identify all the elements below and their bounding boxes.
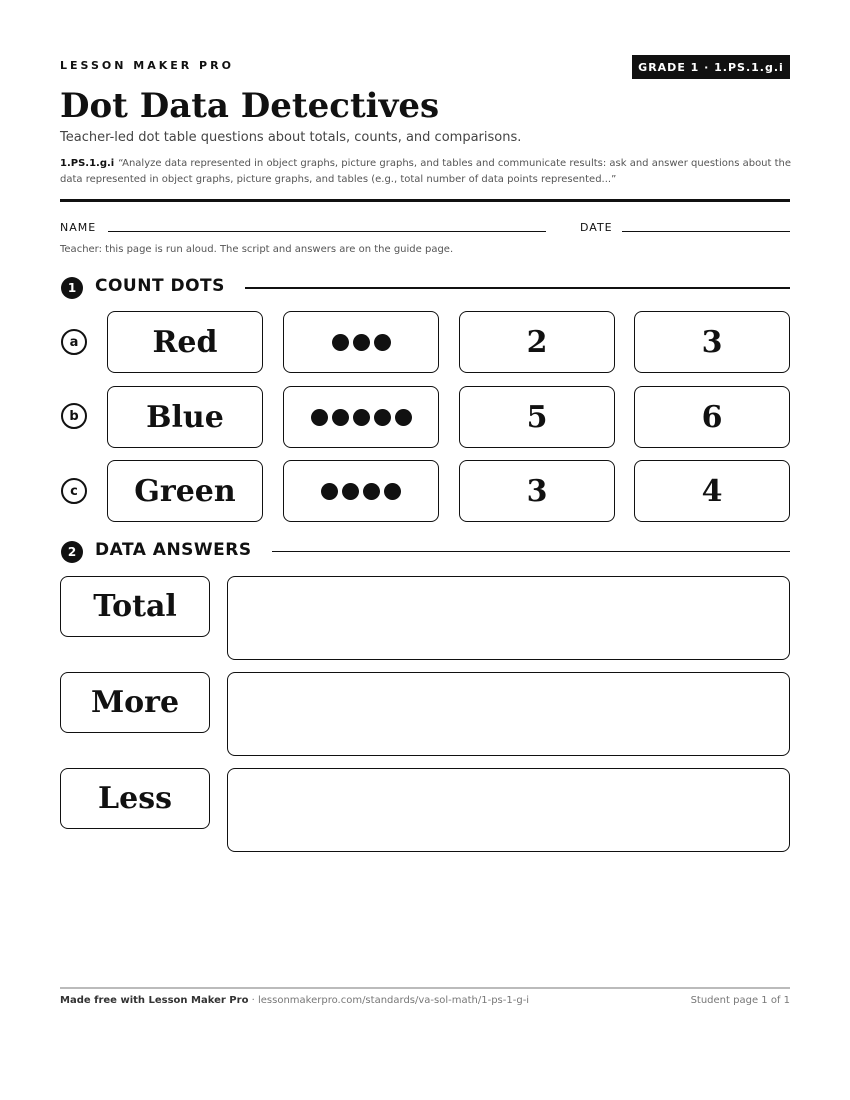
section-2-title: DATA ANSWERS (95, 540, 252, 560)
standard-description (60, 156, 792, 188)
standard-code: 1.PS.1.g.i (60, 158, 115, 169)
row-a-choice-b[interactable] (634, 311, 790, 373)
row-b-choice-b[interactable] (634, 386, 790, 448)
row-c-choice-a-number: 3 (526, 473, 548, 509)
section-2-number: 2 (61, 541, 83, 563)
answer-label-less-text: Less (98, 781, 172, 816)
row-a-color-word: Red (152, 324, 218, 360)
answer-label-more (60, 672, 210, 733)
row-b-letter: b (61, 403, 87, 429)
row-b-color-cell (107, 386, 263, 448)
dot-icon (332, 334, 349, 351)
row-b-dots (311, 409, 412, 426)
footer-page-number: Student page 1 of 1 (690, 995, 790, 1006)
answer-label-total-text: Total (93, 589, 177, 624)
dot-icon (353, 334, 370, 351)
row-c-dots (321, 483, 401, 500)
row-a-choice-a[interactable] (459, 311, 615, 373)
dot-icon (363, 483, 380, 500)
dot-icon (353, 409, 370, 426)
page-title: Dot Data Detectives (60, 86, 440, 126)
row-c-choice-a[interactable] (459, 460, 615, 522)
footer-divider (60, 987, 790, 989)
row-b-choice-a[interactable] (459, 386, 615, 448)
footer-made-with: Made free with Lesson Maker Pro (60, 995, 249, 1006)
row-a-choice-a-number: 2 (526, 324, 548, 360)
teacher-note: Teacher: this page is run aloud. The script and answers are on the guide page. (60, 244, 454, 255)
page-subtitle: Teacher-led dot table questions about totals, counts, and comparisons. (60, 130, 522, 145)
row-a-letter: a (61, 329, 87, 355)
answer-label-total (60, 576, 210, 637)
answer-label-more-text: More (90, 685, 180, 720)
section-1-number: 1 (61, 277, 83, 299)
grade-badge: GRADE 1 · 1.PS.1.g.i (632, 55, 790, 79)
row-a-color-cell (107, 311, 263, 373)
footer-url[interactable]: · lessonmakerpro.com/standards/va-sol-math/1-ps-1-g-i (248, 995, 530, 1006)
answer-box-total[interactable] (227, 576, 790, 660)
dot-icon (321, 483, 338, 500)
section-2-rule (272, 551, 790, 552)
answer-label-less (60, 768, 210, 829)
row-c-choice-b-number: 4 (701, 473, 723, 509)
row-c-choice-b[interactable] (634, 460, 790, 522)
answer-box-more[interactable] (227, 672, 790, 756)
section-1-title: COUNT DOTS (95, 276, 225, 296)
dot-icon (384, 483, 401, 500)
dot-icon (332, 409, 349, 426)
name-line[interactable] (108, 231, 546, 232)
row-b-choice-b-number: 6 (701, 399, 723, 435)
date-line[interactable] (622, 231, 790, 232)
dot-icon (311, 409, 328, 426)
row-a-dots-cell (283, 311, 439, 373)
section-1-rule (245, 287, 790, 289)
name-label: NAME (60, 221, 97, 234)
brand-name: LESSON MAKER PRO (60, 59, 234, 72)
dot-icon (374, 409, 391, 426)
standard-text: “Analyze data represented in object graphs, picture graphs, and tables and communicate results: ask and answer questions about the data represented in object graphs, picture graphs, and tables (e.g., total number of data points represented...” (60, 158, 792, 185)
dot-icon (395, 409, 412, 426)
row-c-color-word: Green (134, 473, 236, 509)
date-label: DATE (580, 221, 613, 234)
dot-icon (374, 334, 391, 351)
row-a-dots (332, 334, 391, 351)
row-c-letter: c (61, 478, 87, 504)
row-b-color-word: Blue (146, 399, 224, 435)
header-divider (60, 199, 790, 202)
row-c-dots-cell (283, 460, 439, 522)
footer-credit (60, 995, 529, 1006)
row-c-color-cell (107, 460, 263, 522)
dot-icon (342, 483, 359, 500)
row-a-choice-b-number: 3 (701, 324, 723, 360)
answer-box-less[interactable] (227, 768, 790, 852)
row-b-choice-a-number: 5 (526, 399, 548, 435)
row-b-dots-cell (283, 386, 439, 448)
